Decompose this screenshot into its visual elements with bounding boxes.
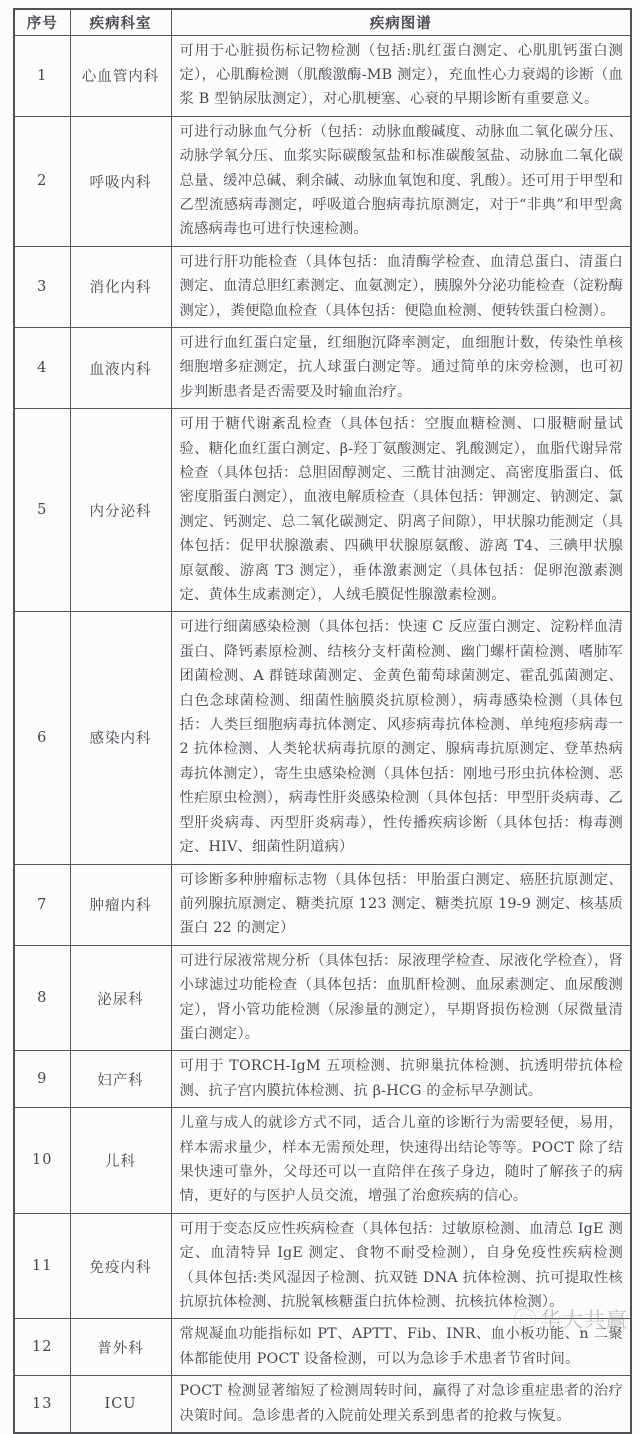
row-department: 肿瘤内科 xyxy=(70,864,171,945)
table-row xyxy=(14,116,631,246)
row-description: 可用于糖代谢紊乱检查（具体包括：空腹血糖检测、口服糖耐量试验、糖化血红蛋白测定、β-羟丁氨酸测定、乳酸测定），血脂代谢异常检查（具体包括：总胆固醇测定、三酰甘油测定、高密度脂蛋白、低密度脂蛋白测定），血液电解质检查（具体包括：钾测定、钠测定、氯测定、钙测定、总二氧化碳测定、阴离子间隙），甲状腺功能测定（具体包括：促甲状腺激素、四碘甲状腺原氨酸、游离 T4、三碘甲状腺原氨酸、游离 T3 测定），垂体激素测定（具体包括：促卵泡激素测定、黄体生成素测定），人绒毛膜促性腺激素检测。 xyxy=(171,409,631,612)
table-row xyxy=(14,327,631,408)
poct-department-table xyxy=(13,8,632,1434)
row-description: 可进行肝功能检查（具体包括：血清酶学检查、血清总蛋白、清蛋白测定、血清总胆红素测定、血氨测定），胰腺外分泌功能检查（淀粉酶测定），粪便隐血检查（具体包括：便隐血检测、便转铁蛋白检测）。 xyxy=(171,246,631,327)
watermark-text: 华大共赢 xyxy=(540,1308,628,1332)
row-description: 可诊断多种肿瘤标志物（具体包括：甲胎蛋白测定、癌胚抗原测定、前列腺抗原测定、糖类抗原 123 测定、糖类抗原 19-9 测定、核基质蛋白 22 的测定） xyxy=(171,864,631,945)
table-row xyxy=(14,945,631,1051)
row-department: 免疫内科 xyxy=(70,1213,171,1319)
row-department: 呼吸内科 xyxy=(70,116,171,246)
row-serial-number: 12 xyxy=(14,1319,70,1376)
table-row xyxy=(14,612,631,864)
row-serial-number: 11 xyxy=(14,1213,70,1319)
row-serial-number: 9 xyxy=(14,1051,70,1108)
document-page xyxy=(13,8,630,1434)
table-row xyxy=(14,1376,631,1433)
table-body xyxy=(14,35,631,1433)
row-serial-number: 8 xyxy=(14,945,70,1051)
table-row xyxy=(14,1051,631,1108)
table-row xyxy=(14,1108,631,1214)
header-department: 疾病科室 xyxy=(70,9,171,35)
table-row xyxy=(14,35,631,116)
row-department: 感染内科 xyxy=(70,612,171,864)
row-department: 妇产科 xyxy=(70,1051,171,1108)
row-serial-number: 10 xyxy=(14,1108,70,1214)
row-serial-number: 7 xyxy=(14,864,70,945)
header-disease-map: 疾病图谱 xyxy=(171,9,631,35)
row-serial-number: 6 xyxy=(14,612,70,864)
row-description: 可进行血红蛋白定量，红细胞沉降率测定，血细胞计数，传染性单核细胞增多症测定，抗人球蛋白测定等。通过简单的床旁检测，也可初步判断患者是否需要及时输血治疗。 xyxy=(171,327,631,408)
row-description: 可进行动脉血气分析（包括：动脉血酸碱度、动脉血二氧化碳分压、动脉学氧分压、血浆实际碳酸氢盐和标准碳酸氢盐、动脉血二氧化碳总量、缓冲总碱、剩余碱、动脉血氧饱和度、乳酸）。还可用于甲型和乙型流感病毒测定，呼吸道合胞病毒抗原测定，对于“非典”和甲型禽流感病毒也可进行快速检测。 xyxy=(171,116,631,246)
row-department: 儿科 xyxy=(70,1108,171,1214)
row-description: 可用于心脏损伤标记物检测（包括:肌红蛋白测定、心肌肌钙蛋白测定），心肌酶检测（肌酸激酶-MB 测定），充血性心力衰竭的诊断（血浆 B 型钠尿肽测定），对心肌梗塞、心衰的早期诊断有重要意义。 xyxy=(171,35,631,116)
row-description: 可用于变态反应性疾病检查（具体包括：过敏原检测、血清总 IgE 测定、血清特异 IgE 测定、食物不耐受检测），自身免疫性疾病检测（具体包括:类风湿因子检测、抗双链 DNA 抗体检测、抗可提取性核抗原抗体检测、抗脱氧核糖蛋白抗体检测、抗核抗体检测）。 xyxy=(171,1213,631,1319)
table-row xyxy=(14,1319,631,1376)
row-department: 消化内科 xyxy=(70,246,171,327)
table-row xyxy=(14,246,631,327)
row-department: 泌尿科 xyxy=(70,945,171,1051)
table-row xyxy=(14,409,631,612)
row-description: 儿童与成人的就诊方式不同，适合儿童的诊断行为需要轻便，易用，样本需求量少，样本无需预处理，快速得出结论等等。POCT 除了结果快速可靠外，父母还可以一直陪伴在孩子身边，随时了解孩子的病情，更好的与医护人员交流，增强了治愈疾病的信心。 xyxy=(171,1108,631,1214)
row-serial-number: 5 xyxy=(14,409,70,612)
row-description: 可进行细菌感染检测（具体包括：快速 C 反应蛋白测定、淀粉样血清蛋白、降钙素原检测、结核分支杆菌检测、幽门螺杆菌检测、嗜肺军团菌检测、A 群链球菌测定、金黄色葡萄球菌测定、霍乱弧菌测定、白色念球菌检测、细菌性脑膜炎抗原检测），病毒感染检测（具体包括：人类巨细胞病毒抗体测定、风疹病毒抗体检测、单纯疱疹病毒一 2 抗体检测、人类轮状病毒抗原的测定、腺病毒抗原测定、登革热病毒抗体测定），寄生虫感染检测（具体包括：刚地弓形虫抗体检测、恶性疟原虫检测），病毒性肝炎感染检测（具体包括：甲型肝炎病毒、乙型肝炎病毒、丙型肝炎病毒），性传播疾病诊断（具体包括：梅毒测定、HIV、细菌性阴道病） xyxy=(171,612,631,864)
row-serial-number: 13 xyxy=(14,1376,70,1433)
row-department: ICU xyxy=(70,1376,171,1433)
header-serial-number: 序号 xyxy=(14,9,70,35)
table-header-row xyxy=(14,9,631,35)
row-department: 心血管内科 xyxy=(70,35,171,116)
table-row xyxy=(14,864,631,945)
row-serial-number: 3 xyxy=(14,246,70,327)
row-serial-number: 2 xyxy=(14,116,70,246)
row-description: 常规凝血功能指标如 PT、APTT、Fib、INR、血小板功能、n 二聚体都能使用 POCT 设备检测，可以为急诊手术患者节省时间。 xyxy=(171,1319,631,1376)
row-serial-number: 4 xyxy=(14,327,70,408)
row-description: POCT 检测显著缩短了检测周转时间，赢得了对急诊重症患者的治疗决策时间。急诊患者的入院前处理关系到患者的抢救与恢复。 xyxy=(171,1376,631,1433)
table-row xyxy=(14,1213,631,1319)
row-department: 血液内科 xyxy=(70,327,171,408)
row-department: 内分泌科 xyxy=(70,409,171,612)
row-serial-number: 1 xyxy=(14,35,70,116)
row-description: 可用于 TORCH-IgM 五项检测、抗卵巢抗体检测、抗透明带抗体检测、抗子宫内膜抗体检测、抗 β-HCG 的金标早孕测试。 xyxy=(171,1051,631,1108)
row-department: 普外科 xyxy=(70,1319,171,1376)
row-description: 可进行尿液常规分析（具体包括：尿液理学检查、尿液化学检查），肾小球滤过功能检查（具体包括：血肌酐检测、血尿素测定、血尿酸测定），肾小管功能检测（尿渗量的测定），早期肾损伤检测（尿微量清蛋白测定）。 xyxy=(171,945,631,1051)
